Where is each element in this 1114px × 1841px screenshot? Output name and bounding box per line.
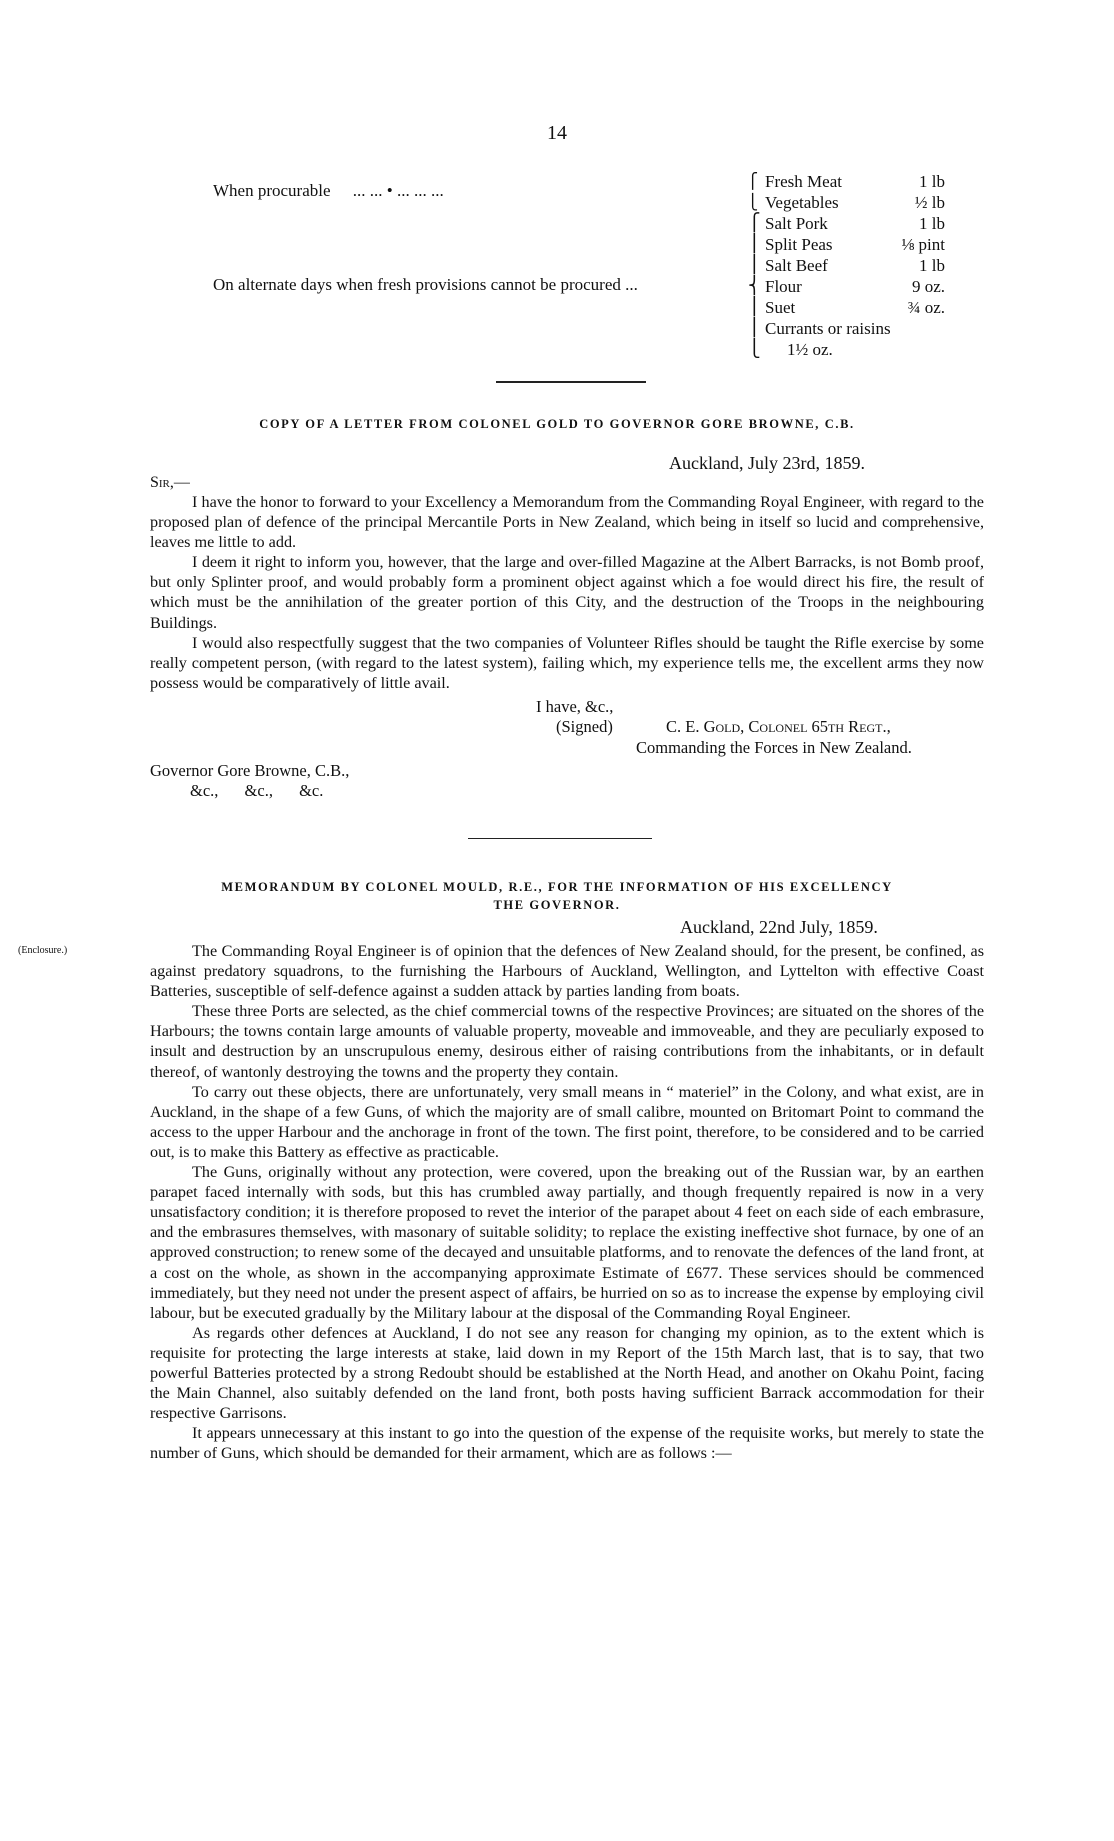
signed-label: (Signed) <box>556 717 613 736</box>
memorandum-paragraph: It appears unnecessary at this instant to go into the question of the expense of the requisite works, but merely to state the number of Guns, which should be demanded for their armament, which are as follows :— <box>150 1424 984 1463</box>
ration-row: 1½ oz. <box>787 340 833 359</box>
memorandum-paragraph: The Commanding Royal Engineer is of opinion that the defences of New Zealand should, for the present, be confined, as against predatory squadrons, to the furnishing the Harbours of Auckland, Wellington, and Lyttelton with effective Coast Batteries, susceptible of self-defence against a sudden attack by parties landing from boats. <box>150 942 984 1001</box>
ration-row: Split Peas ⅛ pint <box>765 235 945 254</box>
signature-title: Commanding the Forces in New Zealand. <box>636 738 912 757</box>
letter-heading: COPY OF A LETTER FROM COLONEL GOLD TO GOVERNOR GORE BROWNE, C.B. <box>259 417 855 431</box>
alternate-label: On alternate days when fresh provisions cannot be procured ... <box>213 275 638 294</box>
procurable-dots: ... ... • ... ... ... <box>352 181 444 200</box>
procurable-label <box>213 181 444 201</box>
memorandum-paragraph: As regards other defences at Auckland, I do not see any reason for changing my opinion, as to the extent which is requisite for protecting the large interests at stake, laid down in my Report of the 15th March last, that is to say, that two powerful Batteries protected by a strong Redoubt should be established at the North Head, and another on Okahu Point, facing the Main Channel, also suitably defended on the land front, both posts having sufficient Barrack accommodation for their respective Garrisons. <box>150 1323 984 1423</box>
letter-salutation: Sir,— <box>150 474 190 491</box>
alternate-brace: ⎧ ⎪ ⎪ ⎨ ⎪ ⎪ ⎩ <box>748 213 761 359</box>
addressee-etc: &c., &c., &c. <box>190 781 324 800</box>
letter-paragraph: I would also respectfully suggest that the two companies of Volunteer Rifles should be taught the Rifle exercise by some really competent person, (with regard to the latest system), failing which, my experience tells me, the excellent arms they now possess would be comparatively of little avail. <box>150 633 984 692</box>
addressee: Governor Gore Browne, C.B., <box>150 761 350 780</box>
ration-row: Vegetables ½ lb <box>765 193 945 212</box>
ration-row: Currants or raisins <box>765 319 891 338</box>
ration-row: Fresh Meat 1 lb <box>765 172 945 191</box>
letter-closing: I have, &c., <box>536 697 614 716</box>
alternate-items <box>765 213 945 360</box>
memorandum-paragraph: These three Ports are selected, as the chief commercial towns of the respective Provinces; are situated on the shores of the Harbours; the towns contain large amounts of valuable property, moveable and immoveable, and they are peculiarly exposed to insult and destruction by an unscrupulous enemy, desirous either of raising contributions from the inhabitants, or in default thereof, of wantonly destroying the towns and the property they contain. <box>150 1002 984 1081</box>
ration-row: Salt Pork 1 lb <box>765 214 945 233</box>
memorandum-heading: MEMORANDUM BY COLONEL MOULD, R.E., FOR THE INFORMATION OF HIS EXCELLENCY <box>221 880 893 894</box>
procurable-items <box>765 171 945 213</box>
letter-date: Auckland, July 23rd, 1859. <box>669 453 865 473</box>
letter-body <box>150 492 984 693</box>
procurable-brace: ⎧ ⎩ <box>747 172 759 211</box>
ration-row: Flour 9 oz. <box>765 277 945 296</box>
procurable-label-text: When procurable <box>213 181 331 200</box>
ration-row: Suet ¾ oz. <box>765 298 945 317</box>
memorandum-heading-line2: THE GOVERNOR. <box>493 898 621 912</box>
memorandum-paragraph: To carry out these objects, there are unfortunately, very small means in “ materiel” in the Colony, and what exist, are in Auckland, in the shape of a few Guns, of which the majority are of small calibre, mounted on Britomart Point to command the access to the upper Harbour and the anchorage in front of the town. The first point, therefore, to be considered and to be carried out, is to make this Battery as effective as practicable. <box>150 1082 984 1161</box>
section-divider <box>496 381 646 383</box>
memorandum-date: Auckland, 22nd July, 1859. <box>680 917 878 937</box>
letter-paragraph: I deem it right to inform you, however, that the large and over-filled Magazine at the Albert Barracks, is not Bomb proof, but only Splinter proof, and would probably form a prominent object against which a foe would direct his fire, the result of which must be the annihilation of the greater portion of this City, and the destruction of the Troops in the neighbouring Buildings. <box>150 553 984 632</box>
page-number: 14 <box>547 122 567 144</box>
memorandum-body <box>150 941 984 1463</box>
memorandum-paragraph: The Guns, originally without any protection, were covered, upon the breaking out of the Russian war, by an earthen parapet faced internally with sods, but this has crumbled away partially, and though frequently repaired is now in a very unsatisfactory condition; it is therefore proposed to revet the interior of the parapet about 4 feet on each side of each embrasure, and the embrasures themselves, with masonary of suitable solidity; to replace the existing ineffective shot furnace, by one of an approved construction; to renew some of the decayed and unsuitable platforms, and to renovate the defences of the land front, at a cost on the whole, as shown in the accompanying approximate Estimate of £677. These services should be commenced immediately, but they need not under the present aspect of affairs, be hurried on so as to increase the expense by employing civil labour, but be executed gradually by the Military labour at the disposal of the Commanding Royal Engineer. <box>150 1163 984 1322</box>
section-divider <box>468 838 652 839</box>
signature: C. E. Gold, Colonel 65th Regt., <box>666 717 891 736</box>
ration-row: Salt Beef 1 lb <box>765 256 945 275</box>
margin-note: (Enclosure.) <box>18 945 68 956</box>
letter-paragraph: I have the honor to forward to your Excellency a Memorandum from the Commanding Royal Engineer, with regard to the proposed plan of defence of the principal Mercantile Ports in New Zealand, which being in itself so lucid and comprehensive, leaves me little to add. <box>150 493 984 552</box>
